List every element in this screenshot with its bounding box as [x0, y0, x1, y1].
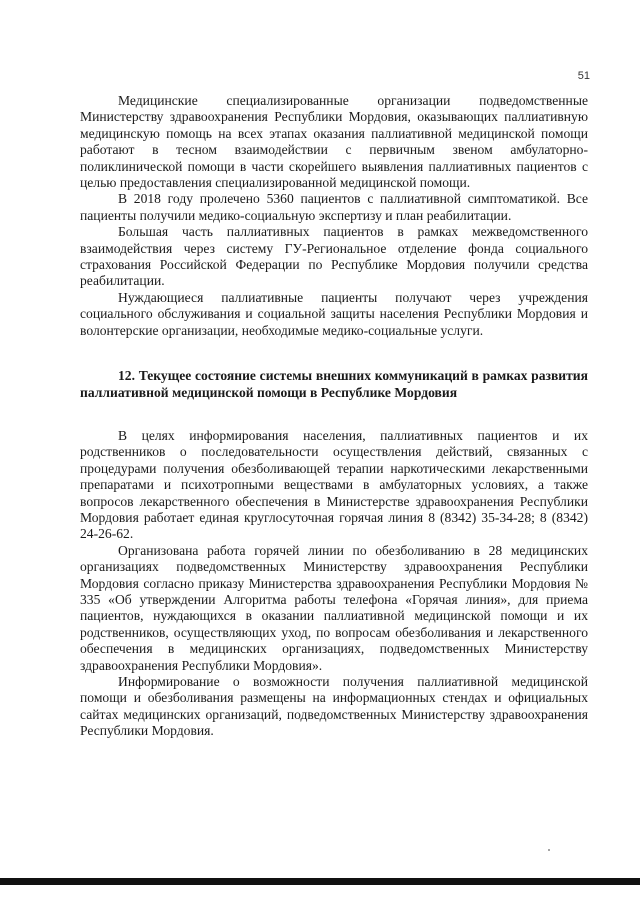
- paragraph-hotline-organizations: Организована работа горячей линии по обезболиванию в 28 медицинских организациях подведомственных Министерству здравоохранения Республики Мордовия согласно приказу Министерства здравоохранения Республики Мордовия № 335 «Об утверждении Алгоритма работы телефона «Горячая линия», для приема пациентов, нуждающихся в оказании паллиативной медицинской помощи и их родственников, осуществляющих уход, по вопросам обезболивания и лекарственного обеспечения в медицинских организациях, подведомственных Министерству здравоохранения Республики Мордовия».: [80, 542, 588, 673]
- paragraph-information-stands: Информирование о возможности получения паллиативной медицинской помощи и обезболивания размещены на информационных стендах и официальных сайтах медицинских организаций, подведомственных Министерству здравоохранения Республики Мордовия.: [80, 674, 588, 739]
- bottom-scan-border: [0, 878, 640, 885]
- paragraph-hotline-info: В целях информирования населения, паллиативных пациентов и их родственников о последовательности осуществления действий, связанных с процедурами получения обезболивающей терапии наркотическими лекарственными препаратами и психотропными веществами в амбулаторных условиях, а также вопросов лекарственного обеспечения в Министерстве здравоохранения Республики Мордовия работает единая круглосуточная горячая линия 8 (8342) 35-34-28; 8 (8342) 24-26-62.: [80, 427, 588, 542]
- paragraph-treated-patients: В 2018 году пролечено 5360 пациентов с паллиативной симптоматикой. Все пациенты получили медико-социальную экспертизу и план реабилитации.: [80, 191, 588, 223]
- paragraph-rehabilitation-means: Большая часть паллиативных пациентов в рамках межведомственного взаимодействия через систему ГУ-Региональное отделение фонда социального страхования Российской Федерации по Республике Мордовия получили средства реабилитации.: [80, 224, 588, 289]
- page-number: 51: [577, 70, 590, 82]
- paragraph-social-services: Нуждающиеся паллиативные пациенты получают через учреждения социального обслуживания и социальной защиты населения Республики Мордовия и волонтерские организации, необходимые медико-социальные услуги.: [80, 289, 588, 338]
- scan-speck: [548, 849, 550, 851]
- paragraph-medical-organizations: Медицинские специализированные организации подведомственные Министерству здравоохранения Республики Мордовия, оказывающих паллиативную медицинскую помощь на всех этапах оказания паллиативной медицинской помощи работают в тесном взаимодействии с первичным звеном амбулаторно-поликлинической помощи в части скорейшего выявления паллиативных пациентов с целью предоставления специализированной медицинской помощи.: [80, 93, 588, 191]
- document-body: [80, 93, 588, 740]
- section-heading: 12. Текущее состояние системы внешних коммуникаций в рамках развития паллиативной медицинской помощи в Республике Мордовия: [80, 368, 588, 400]
